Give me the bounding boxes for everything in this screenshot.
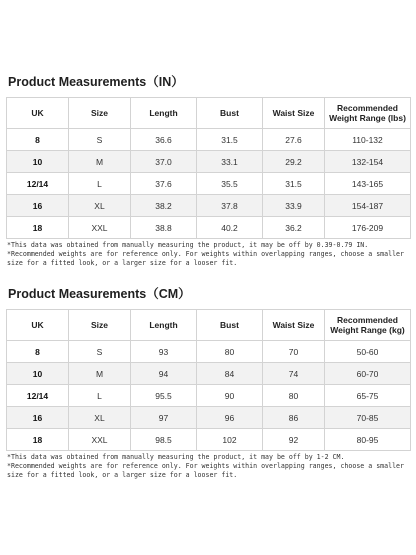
cell-waist: 92 (263, 429, 325, 451)
cell-bust: 96 (197, 407, 263, 429)
cell-weight: 110-132 (325, 129, 411, 151)
cell-bust: 35.5 (197, 173, 263, 195)
cell-bust: 102 (197, 429, 263, 451)
cell-waist: 33.9 (263, 195, 325, 217)
table-row (7, 363, 411, 385)
table-row (7, 173, 411, 195)
cell-uk: 12/14 (7, 173, 69, 195)
cell-uk: 16 (7, 407, 69, 429)
header-length: Length (131, 98, 197, 129)
cell-size: S (69, 341, 131, 363)
weight-note: *Recommended weights are for reference only. For weights within overlapping ranges, choose a smaller size for a fitted look, or a larger size for a looser fit. (7, 462, 404, 480)
section-title-cm: Product Measurements（CM） (8, 287, 191, 301)
cell-bust: 37.8 (197, 195, 263, 217)
section-title-in: Product Measurements（IN） (8, 75, 184, 89)
cell-length: 38.2 (131, 195, 197, 217)
cell-waist: 80 (263, 385, 325, 407)
cell-weight: 80-95 (325, 429, 411, 451)
cell-size: XXL (69, 217, 131, 239)
table-row (7, 341, 411, 363)
cell-length: 98.5 (131, 429, 197, 451)
cell-weight: 176-209 (325, 217, 411, 239)
cell-uk: 18 (7, 429, 69, 451)
cell-length: 36.6 (131, 129, 197, 151)
cell-bust: 90 (197, 385, 263, 407)
header-uk: UK (7, 310, 69, 341)
cell-length: 97 (131, 407, 197, 429)
cell-bust: 31.5 (197, 129, 263, 151)
measurements-cm-section (6, 282, 410, 481)
cell-weight: 143-165 (325, 173, 411, 195)
cell-length: 93 (131, 341, 197, 363)
cell-bust: 80 (197, 341, 263, 363)
cell-uk: 12/14 (7, 385, 69, 407)
cell-size: XXL (69, 429, 131, 451)
table-row (7, 129, 411, 151)
cell-waist: 27.6 (263, 129, 325, 151)
measurements-in-table (6, 97, 411, 239)
cell-weight: 132-154 (325, 151, 411, 173)
cell-waist: 86 (263, 407, 325, 429)
table-row (7, 407, 411, 429)
cell-size: XL (69, 407, 131, 429)
cell-length: 95.5 (131, 385, 197, 407)
cell-weight: 70-85 (325, 407, 411, 429)
header-size: Size (69, 310, 131, 341)
cell-uk: 18 (7, 217, 69, 239)
cell-waist: 36.2 (263, 217, 325, 239)
cell-uk: 8 (7, 129, 69, 151)
cell-uk: 8 (7, 341, 69, 363)
header-waist-size: Waist Size (263, 310, 325, 341)
header-waist-size: Waist Size (263, 98, 325, 129)
cell-uk: 16 (7, 195, 69, 217)
header-recommended-weight: Recommended Weight Range (lbs) (325, 98, 411, 129)
accuracy-note: *This data was obtained from manually measuring the product, it may be off by 1-2 CM. (7, 453, 345, 461)
table-row (7, 195, 411, 217)
cell-size: XL (69, 195, 131, 217)
cell-weight: 50-60 (325, 341, 411, 363)
cell-size: L (69, 173, 131, 195)
table-row (7, 385, 411, 407)
measurement-notes-in (6, 241, 410, 269)
cell-uk: 10 (7, 363, 69, 385)
header-bust: Bust (197, 98, 263, 129)
cell-size: S (69, 129, 131, 151)
measurement-notes-cm (6, 453, 410, 481)
measurements-in-section (6, 70, 410, 269)
cell-size: M (69, 363, 131, 385)
cell-bust: 84 (197, 363, 263, 385)
header-uk: UK (7, 98, 69, 129)
cell-waist: 74 (263, 363, 325, 385)
header-length: Length (131, 310, 197, 341)
header-recommended-weight: Recommended Weight Range (kg) (325, 310, 411, 341)
cell-size: L (69, 385, 131, 407)
table-header-row (7, 98, 411, 129)
cell-length: 37.0 (131, 151, 197, 173)
cell-weight: 60-70 (325, 363, 411, 385)
weight-note: *Recommended weights are for reference only. For weights within overlapping ranges, choose a smaller size for a fitted look, or a larger size for a looser fit. (7, 250, 404, 268)
accuracy-note: *This data was obtained from manually measuring the product, it may be off by 0.39-0.79 IN. (7, 241, 369, 249)
cell-size: M (69, 151, 131, 173)
table-header-row (7, 310, 411, 341)
cell-length: 37.6 (131, 173, 197, 195)
cell-weight: 154-187 (325, 195, 411, 217)
table-row (7, 151, 411, 173)
cell-length: 38.8 (131, 217, 197, 239)
cell-length: 94 (131, 363, 197, 385)
measurements-cm-table (6, 309, 411, 451)
cell-waist: 29.2 (263, 151, 325, 173)
cell-waist: 70 (263, 341, 325, 363)
cell-uk: 10 (7, 151, 69, 173)
cell-weight: 65-75 (325, 385, 411, 407)
table-row (7, 429, 411, 451)
header-size: Size (69, 98, 131, 129)
cell-bust: 40.2 (197, 217, 263, 239)
header-bust: Bust (197, 310, 263, 341)
cell-bust: 33.1 (197, 151, 263, 173)
cell-waist: 31.5 (263, 173, 325, 195)
table-row (7, 217, 411, 239)
